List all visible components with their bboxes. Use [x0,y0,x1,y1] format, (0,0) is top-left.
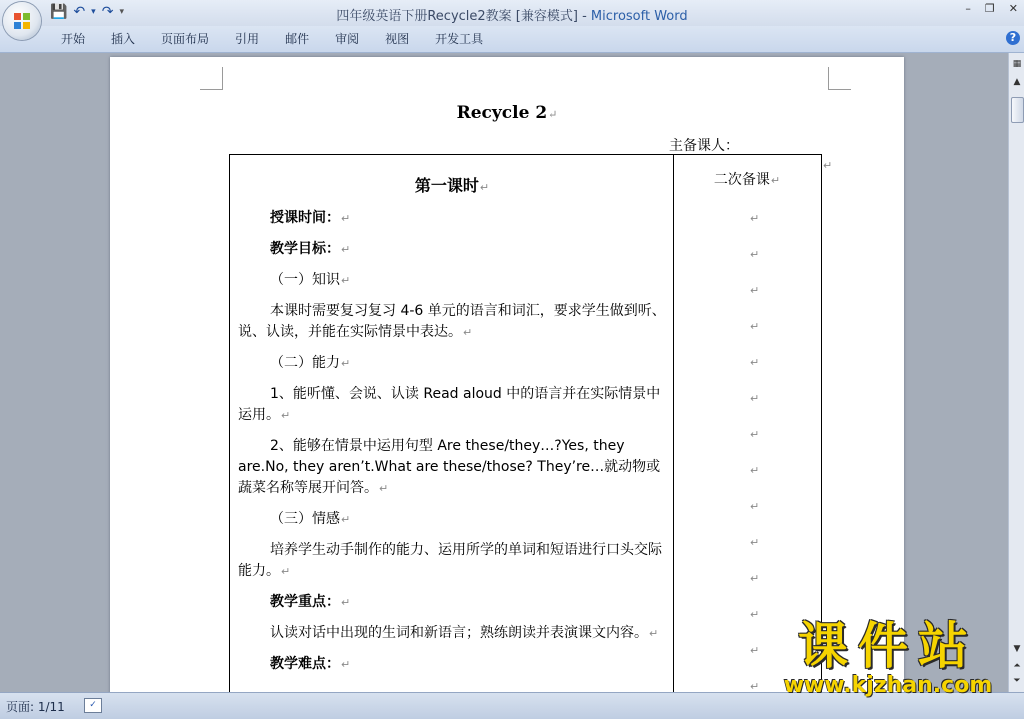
watermark-brand: 课件站 [798,617,978,675]
emotion-heading: （三）情感↵ [270,511,351,527]
title-separator: - [577,9,591,24]
paragraph-mark: ↵ [750,356,760,369]
tab-insert[interactable]: 插入 [111,32,136,46]
scroll-up-icon[interactable]: ▲ [1013,77,1021,87]
key-points-label: 教学重点：↵ [270,594,351,610]
tab-review[interactable]: 审阅 [335,32,360,46]
second-prep-title: 二次备课↵ [713,172,781,188]
ability-item-2: 2、能够在情景中运用句型 Are these/they…?Yes, they are.No, they aren’t.What are these/those? They’re…就动物或蔬菜名称等展开问答。↵ [238,438,661,496]
crop-mark-top-right [828,67,851,90]
tab-home[interactable]: 开始 [61,32,86,46]
office-button[interactable] [3,2,41,40]
paragraph-mark: ↵ [750,608,760,621]
redo-icon[interactable]: ↷ [101,4,114,20]
restore-icon[interactable]: ❐ [984,2,995,15]
table-column-divider [673,155,674,692]
window-controls [965,2,1018,15]
vertical-scrollbar[interactable] [1008,53,1024,692]
knowledge-heading: （一）知识↵ [270,272,351,288]
emotion-text: 培养学生动手制作的能力、运用所学的单词和短语进行口头交际能力。↵ [238,542,662,579]
customize-toolbar-icon[interactable]: ▾ [119,7,124,17]
paragraph-mark: ↵ [750,428,760,441]
undo-icon[interactable]: ↶ [73,4,86,20]
ruler-toggle-icon[interactable]: ▦ [1012,59,1022,69]
paragraph-mark: ↵ [750,536,760,549]
title-bar [0,0,1024,26]
tab-view[interactable]: 视图 [385,32,410,46]
lesson-title: 第一课时↵ [414,176,490,195]
scroll-thumb[interactable] [1011,97,1024,123]
ability-heading: （二）能力↵ [270,355,351,371]
paragraph-mark: ↵ [750,680,760,692]
paragraph-mark: ↵ [750,644,760,657]
window-title [0,5,1024,24]
watermark-url: www.kjzhan.com [783,673,993,698]
knowledge-text: 本课时需要复习复习 4-6 单元的语言和词汇，要求学生做到听、说、认读，并能在实际情景中表达。↵ [238,303,666,340]
undo-dropdown-icon[interactable]: ▾ [91,7,96,17]
teaching-goals-label: 教学目标：↵ [270,241,351,257]
app-name: Microsoft Word [590,9,688,24]
lesson-plan-table [229,154,822,692]
difficulties-label: 教学难点：↵ [270,656,351,672]
teaching-time-label: 授课时间：↵ [270,210,351,226]
ribbon-tab-bar [0,26,1024,53]
office-logo-icon [13,12,31,30]
key-points-text: 认读对话中出现的生词和新语言；熟练朗读并表演课文内容。↵ [270,625,659,641]
help-icon[interactable]: ? [1006,31,1020,45]
scroll-down-icon[interactable]: ▼ [1013,644,1021,654]
crop-mark-top-left [200,67,223,90]
save-icon[interactable]: 💾 [50,4,68,20]
paragraph-mark: ↵ [750,284,760,297]
paragraph-mark: ↵ [750,212,760,225]
lesson-content-cell[interactable] [238,155,666,675]
next-page-icon[interactable]: ⏷ [1013,676,1021,686]
paragraph-mark: ↵ [750,500,760,513]
paragraph-mark: ↵ [750,464,760,477]
document-page[interactable] [110,57,904,692]
tab-page-layout[interactable]: 页面布局 [161,32,210,46]
preparer-label: 主备课人： [669,138,739,154]
paragraph-mark: ↵ [750,320,760,333]
minimize-icon[interactable]: – [965,2,971,15]
close-icon[interactable]: ✕ [1008,2,1018,15]
tab-developer[interactable]: 开发工具 [435,32,484,46]
ability-item-1: 1、能听懂、会说、认读 Read aloud 中的语言并在实际情景中运用。↵ [238,386,661,423]
page-count-indicator[interactable]: 页面: 1/11 [6,700,65,714]
document-name: 四年级英语下册Recycle2教案 [兼容模式] [336,9,578,24]
paragraph-mark: ↵ [750,248,760,261]
proofing-status-icon[interactable]: ✓ [84,698,102,713]
paragraph-mark: ↵ [750,392,760,405]
previous-page-icon[interactable]: ⏶ [1013,661,1021,671]
paragraph-mark: ↵ [750,572,760,585]
tab-references[interactable]: 引用 [235,32,260,46]
tab-mailings[interactable]: 邮件 [285,32,310,46]
document-heading: Recycle 2↵ [456,103,558,123]
end-of-row-mark: ↵ [823,159,833,172]
site-watermark [770,618,1006,698]
document-workspace [0,53,1008,692]
